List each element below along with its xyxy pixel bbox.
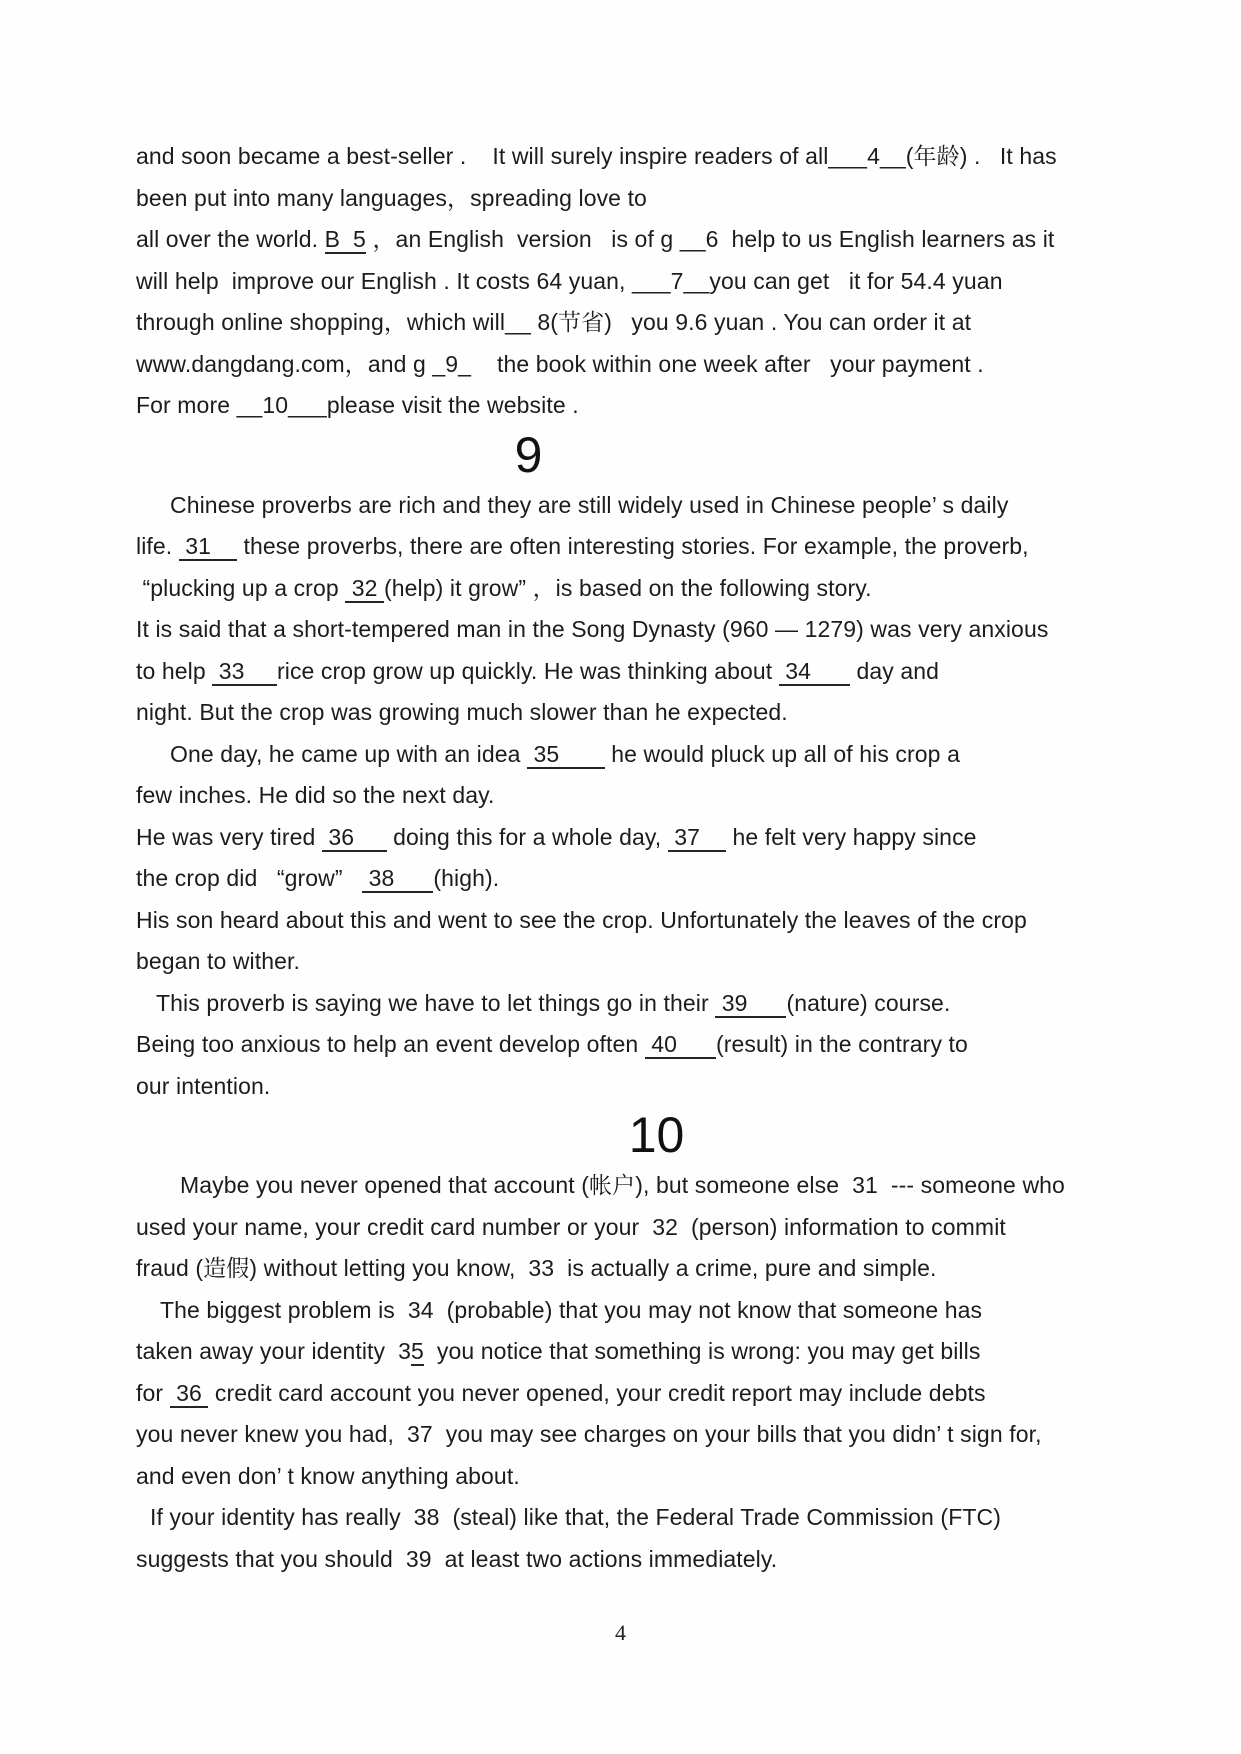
text-line bbox=[136, 1248, 1141, 1290]
text-segment: and even don’ t know anything about. bbox=[136, 1462, 520, 1489]
text-line bbox=[136, 1290, 1141, 1332]
page-number: 4 bbox=[615, 1620, 626, 1645]
text-segment: suggests that you should 39 at least two actions immediately. bbox=[136, 1545, 778, 1572]
section-heading bbox=[136, 427, 1141, 485]
blank-field: B 5 bbox=[324, 226, 366, 252]
text-line bbox=[136, 1066, 1141, 1108]
text-segment: Maybe you never opened that account (帐户), but someone else 31 --- someone who bbox=[180, 1172, 1065, 1198]
text-segment: these proverbs, there are often interesting stories. For example, the proverb, bbox=[237, 533, 1029, 559]
text-line bbox=[136, 261, 1141, 303]
text-line bbox=[136, 734, 1141, 776]
text-line bbox=[136, 178, 1141, 220]
text-segment: rice crop grow up quickly. He was thinking about bbox=[276, 657, 779, 684]
text-line bbox=[136, 1165, 1141, 1207]
text-line bbox=[136, 526, 1141, 568]
text-segment: he would pluck up all of his crop a bbox=[604, 740, 960, 767]
text-segment: taken away your identity 3 bbox=[136, 1338, 412, 1364]
text-segment: few inches. He did so the next day. bbox=[136, 782, 495, 808]
text-line bbox=[136, 1414, 1141, 1456]
text-line bbox=[136, 1539, 1141, 1581]
text-segment: he felt very happy since bbox=[726, 823, 977, 850]
text-line bbox=[136, 302, 1141, 344]
text-line bbox=[136, 1373, 1141, 1415]
text-segment: One day, he came up with an idea bbox=[170, 740, 528, 767]
text-line bbox=[136, 651, 1141, 693]
blank-field: 33 bbox=[212, 657, 277, 684]
text-line bbox=[136, 1497, 1141, 1539]
blank-field: 34 bbox=[778, 657, 850, 684]
text-line bbox=[136, 1207, 1141, 1249]
document-body bbox=[136, 136, 1141, 1580]
text-line bbox=[136, 983, 1141, 1025]
text-line bbox=[136, 817, 1141, 859]
text-segment: Being too anxious to help an event develop often bbox=[136, 1031, 645, 1057]
text-line bbox=[136, 858, 1141, 900]
blank-field: 5 bbox=[411, 1338, 424, 1364]
text-segment: will help improve our English . It costs 64 yuan, ___7__you can get it for 54.4 yuan bbox=[136, 267, 1003, 294]
text-segment: the crop did “grow” bbox=[136, 865, 363, 891]
text-segment: If your identity has really 38 (steal) like that, the Federal Trade Commission (FTC) bbox=[150, 1504, 1001, 1530]
text-line bbox=[136, 1456, 1141, 1498]
text-line bbox=[136, 692, 1141, 734]
text-segment: For more __10___please visit the website . bbox=[136, 392, 579, 418]
blank-field: 31 bbox=[178, 533, 238, 559]
text-segment: through online shopping，which will__ 8(节省) you 9.6 yuan . You can order it at bbox=[136, 309, 972, 335]
text-segment: Chinese proverbs are rich and they are still widely used in Chinese people’ s daily bbox=[170, 491, 1009, 518]
text-segment: all over the world. bbox=[136, 226, 325, 252]
text-segment: ，an English version is of g __6 help to us English learners as it bbox=[365, 226, 1055, 252]
text-segment: (result) in the contrary to bbox=[715, 1031, 968, 1057]
blank-field: 32 bbox=[345, 574, 384, 601]
blank-field: 35 bbox=[527, 740, 605, 767]
text-segment: you never knew you had, 37 you may see charges on your bills that you didn’ t sign for, bbox=[136, 1421, 1042, 1447]
text-segment: www.dangdang.com，and g _9_ the book within one week after your payment . bbox=[136, 350, 984, 377]
text-line bbox=[136, 344, 1141, 386]
text-segment: our intention. bbox=[136, 1072, 271, 1099]
text-segment: This proverb is saying we have to let things go in their bbox=[156, 989, 716, 1016]
text-segment: The biggest problem is 34 (probable) that you may not know that someone has bbox=[160, 1296, 983, 1323]
text-segment: and soon became a best-seller . It will surely inspire readers of all___4__(年龄) . It has bbox=[136, 143, 1057, 169]
text-segment: life. bbox=[136, 533, 179, 559]
text-segment: His son heard about this and went to see the crop. Unfortunately the leaves of the crop bbox=[136, 906, 1027, 933]
text-line bbox=[136, 1024, 1141, 1066]
text-segment: night. But the crop was growing much slower than he expected. bbox=[136, 699, 788, 725]
text-segment: It is said that a short-tempered man in the Song Dynasty (960 — 1279) was very anxious bbox=[136, 616, 1049, 642]
text-segment: (high). bbox=[433, 865, 500, 891]
text-segment: began to wither. bbox=[136, 948, 300, 974]
text-line bbox=[136, 941, 1141, 983]
text-segment: you notice that something is wrong: you may get bills bbox=[423, 1338, 981, 1364]
text-segment: for bbox=[136, 1379, 170, 1406]
text-segment: He was very tired bbox=[136, 823, 322, 850]
text-segment: “plucking up a crop bbox=[136, 574, 346, 601]
text-segment: (nature) course. bbox=[786, 989, 951, 1016]
text-line bbox=[136, 1331, 1141, 1373]
text-segment: been put into many languages，spreading love to bbox=[136, 184, 647, 211]
text-line bbox=[136, 775, 1141, 817]
text-segment: fraud (造假) without letting you know, 33 is actually a crime, pure and simple. bbox=[136, 1255, 937, 1281]
text-line bbox=[136, 609, 1141, 651]
text-segment: to help bbox=[136, 657, 213, 684]
blank-field: 36 bbox=[169, 1379, 209, 1406]
blank-field: 36 bbox=[321, 823, 387, 850]
blank-field: 40 bbox=[644, 1031, 716, 1057]
blank-field: 39 bbox=[715, 989, 787, 1016]
blank-field: 37 bbox=[667, 823, 727, 850]
blank-field: 38 bbox=[362, 865, 434, 891]
text-segment: (help) it grow” ，is based on the following story. bbox=[383, 574, 872, 601]
section-heading bbox=[136, 1107, 1141, 1165]
text-line bbox=[136, 385, 1141, 427]
text-line bbox=[136, 900, 1141, 942]
text-line bbox=[136, 219, 1141, 261]
section-heading-text: 10 bbox=[628, 1107, 685, 1163]
text-segment: day and bbox=[849, 657, 940, 684]
text-segment: used your name, your credit card number or your 32 (person) information to commit bbox=[136, 1213, 1006, 1240]
section-heading-text: 9 bbox=[514, 426, 543, 483]
text-line bbox=[136, 136, 1141, 178]
text-segment: credit card account you never opened, your credit report may include debts bbox=[208, 1379, 986, 1406]
text-line bbox=[136, 485, 1141, 527]
text-segment: doing this for a whole day, bbox=[386, 823, 668, 850]
text-line bbox=[136, 568, 1141, 610]
